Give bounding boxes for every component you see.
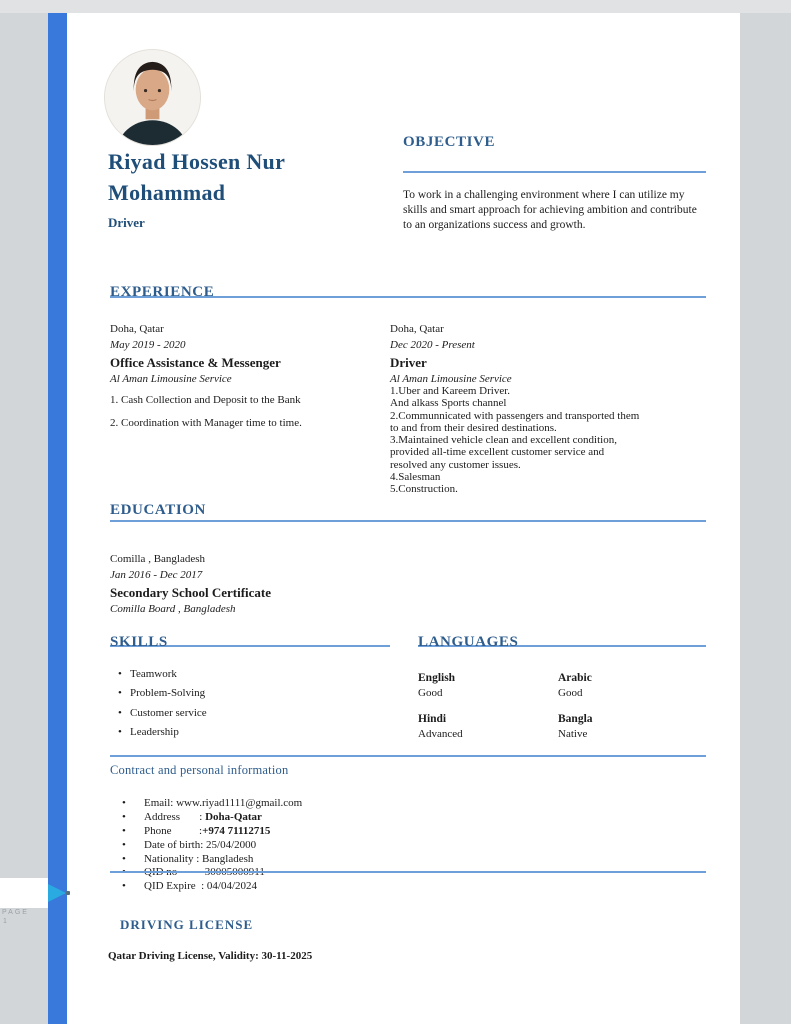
job-company: Al Aman Limousine Service [390,373,512,385]
page-indicator[interactable] [0,878,70,928]
personal-info-row-phone [122,825,542,839]
job-duty: 4.Salesman [390,471,441,484]
language-name: Arabic [558,672,592,684]
skills-heading: SKILLS [110,634,168,650]
personal-info-list [122,797,542,894]
bullet-icon: • [122,838,126,851]
language-name: Hindi [418,713,447,725]
job-duty: resolved any customer issues. [390,458,521,471]
bullet-icon: • [122,880,126,893]
personal-info-row-email [122,797,542,811]
skill-label: Teamwork [130,668,177,680]
job-role: Office Assistance & Messenger [110,355,281,370]
skill-label: Problem-Solving [130,687,206,700]
job-duty: 3.Maintained vehicle clean and excellent condition, [390,434,617,447]
personal-info-text: Date of birth: 25/04/2000 [144,838,257,851]
bullet-icon: • [118,725,122,738]
personal-info-row-dob [122,839,542,853]
job-dates: Dec 2020 - Present [390,339,475,351]
driving-license-heading: DRIVING LICENSE [120,917,254,932]
personal-info-text: QID Expire : 04/04/2024 [144,880,258,893]
language-level: Good [418,687,443,699]
language-level: Native [558,728,588,740]
accent-stripe [48,13,67,1024]
experience-heading: EXPERIENCE [110,284,215,300]
personal-info-row-qid [122,866,542,880]
skill-item [118,707,368,726]
page-indicator-label: PAGE [2,909,29,916]
job-company: Al Aman Limousine Service [110,373,232,385]
avatar-illustration [105,50,200,145]
page-indicator-number: 1 [3,918,7,925]
skills-list [118,668,368,745]
personal-info-value: Doha-Qatar [205,810,262,823]
personal-info-value: +974 71112715 [202,824,271,837]
bullet-icon: • [118,706,122,719]
personal-info-text: Nationality : Bangladesh [144,852,254,865]
job-location: Doha, Qatar [390,323,444,335]
education-school: Comilla Board , Bangladesh [110,603,236,615]
language-name: English [418,672,456,684]
job-location: Doha, Qatar [110,323,164,335]
language-level: Good [558,687,583,699]
candidate-title: Driver [108,215,145,230]
language-level: Advanced [418,728,463,740]
job-duty: 2.Communnicated with passengers and transported them [390,409,640,422]
skill-item [118,687,368,706]
profile-photo [104,49,201,146]
objective-rule [403,171,706,173]
skill-label: Customer service [130,706,207,719]
bullet-icon: • [122,810,126,823]
education-location: Comilla , Bangladesh [110,553,206,565]
job-duty: 5.Construction. [390,483,458,496]
education-heading: EDUCATION [110,502,206,518]
job-duty-list [390,385,720,496]
bullet-icon: • [118,668,122,680]
job-duty: provided all-time excellent customer service and [390,446,605,459]
education-dates: Jan 2016 - Dec 2017 [110,569,203,581]
bullet-icon: • [122,852,126,865]
job-duty: 2. Coordination with Manager time to time. [110,417,302,429]
driving-license-text: Qatar Driving License, Validity: 30-11-2025 [108,950,313,962]
personal-info-row-nationality [122,853,542,867]
job-duty: to and from their desired destinations. [390,421,557,434]
personal-info-text: Email: www.riyad1111@gmail.com [144,797,303,809]
job-duty: 1. Cash Collection and Deposit to the Bank [110,394,301,406]
objective-heading: OBJECTIVE [403,134,496,150]
page-marker-dot [66,891,70,895]
objective-text: To work in a challenging environment where I can utilize my skills and smart approach for achieving ambition and contribute to an organizations success and growth. [403,189,697,231]
language-name: Bangla [558,713,593,725]
skill-item [118,726,368,745]
personal-info-text: Phone : [144,824,203,837]
job-duty: And alkass Sports channel [390,397,507,410]
skill-label: Leadership [130,725,179,738]
bullet-icon: • [122,797,126,809]
job-duty: 1.Uber and Kareem Driver. [390,385,511,397]
personal-info-heading: Contract and personal information [110,763,289,777]
skill-item [118,668,368,687]
personal-info-rule [110,755,706,757]
education-rule [110,520,706,522]
job-dates: May 2019 - 2020 [110,339,186,351]
personal-info-row-address [122,811,542,825]
page-indicator-box [0,878,48,908]
divider-rule [110,871,706,873]
personal-info-text: Address : [144,810,206,823]
top-band [0,0,791,13]
languages-heading: LANGUAGES [418,634,519,650]
personal-info-row-qid-expire [122,880,542,894]
bullet-icon: • [118,687,122,700]
bullet-icon: • [122,824,126,837]
page-marker-arrow-icon[interactable] [48,884,66,902]
candidate-name: Riyad Hossen Nur Mohammad [108,149,285,205]
education-degree: Secondary School Certificate [110,585,272,600]
job-role: Driver [390,355,427,370]
